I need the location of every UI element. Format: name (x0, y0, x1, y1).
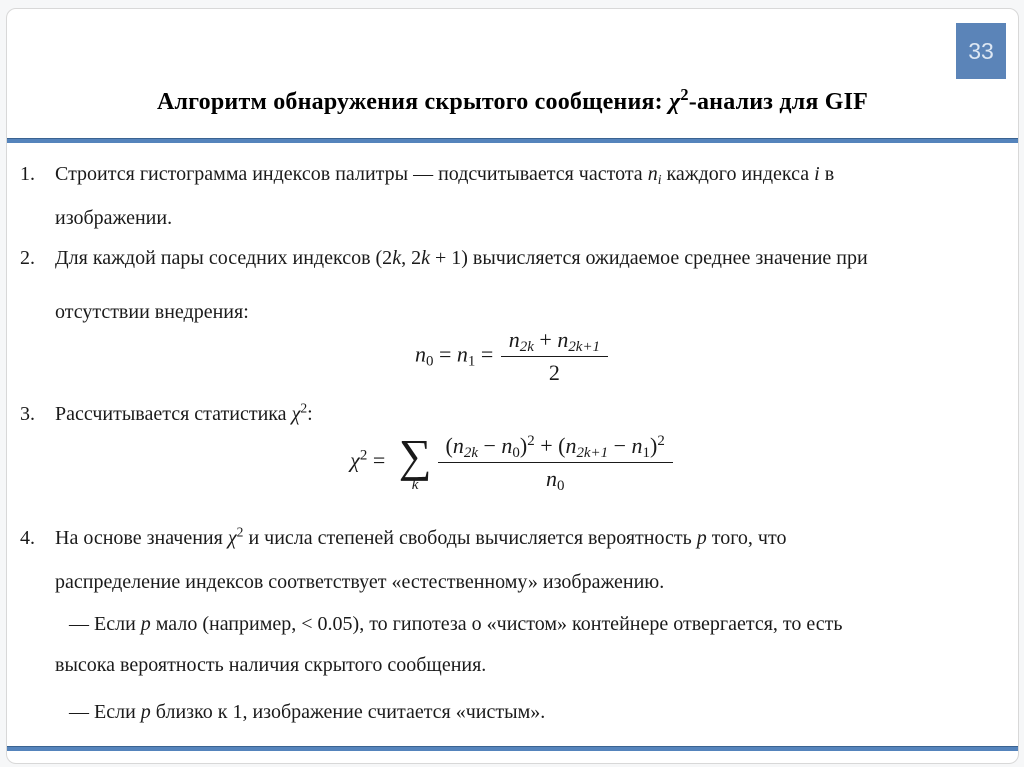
list-item-2-text: Для каждой пары соседних индексов (2k, 2k + 1) вычисляется ожидаемое среднее значение при (55, 247, 868, 269)
list-item-4-dash-1-continued: высока вероятность наличия скрытого сообщения. (55, 654, 487, 676)
list-item-3-line-1 (7, 401, 998, 428)
list-item-1-number: 1. (20, 163, 35, 185)
slide-body (7, 9, 1018, 763)
list-item-4-line-1 (7, 525, 998, 552)
list-item-4-text: На основе значения $\chi^2$ и числа степеней свободы вычисляется вероятность p того, что (55, 524, 787, 549)
list-item-2-line-1 (7, 245, 998, 272)
list-item-3-number: 3. (20, 403, 35, 425)
formula-expected-mean: $n_0 = n_1$ = $\frac{n_{2k} + n_{2k+1}}{2}$ (7, 327, 1018, 386)
list-item-1-text: Строится гистограмма индексов палитры — подсчитывается частота $n_i$ каждого индекса i в (55, 163, 835, 187)
list-item-4-line-2: распределение индексов соответствует «естественному» изображению. (55, 571, 665, 593)
formula-chi-square: $\chi^2$ = ∑ k $\frac{(n_{2k} - n_0)^2 + (n_{2k+1} - n_1)^2}{n_0}$ (7, 433, 1018, 492)
list-item-1-line-1 (7, 161, 998, 188)
list-item-2-line-2: отсутствии внедрения: (55, 301, 249, 323)
slide-title: Алгоритм обнаружения скрытого сообщения: $\chi^2$-анализ для GIF (156, 85, 869, 115)
list-item-1-line-2: изображении. (55, 207, 173, 229)
list-item-4-dash-2: — Если p близко к 1, изображение считается «чистым». (69, 701, 546, 723)
slide-number: 33 (968, 37, 994, 64)
list-item-4-dash-1: — Если p мало (например, < 0.05), то гипотеза о «чистом» контейнере отвергается, то есть (69, 613, 843, 635)
list-item-3-text: Рассчитывается статистика $\chi^2$: (55, 400, 313, 425)
list-item-4-number: 4. (20, 527, 35, 549)
slide (6, 8, 1019, 764)
bottom-divider-line (7, 746, 1018, 751)
list-item-2-number: 2. (20, 247, 35, 269)
